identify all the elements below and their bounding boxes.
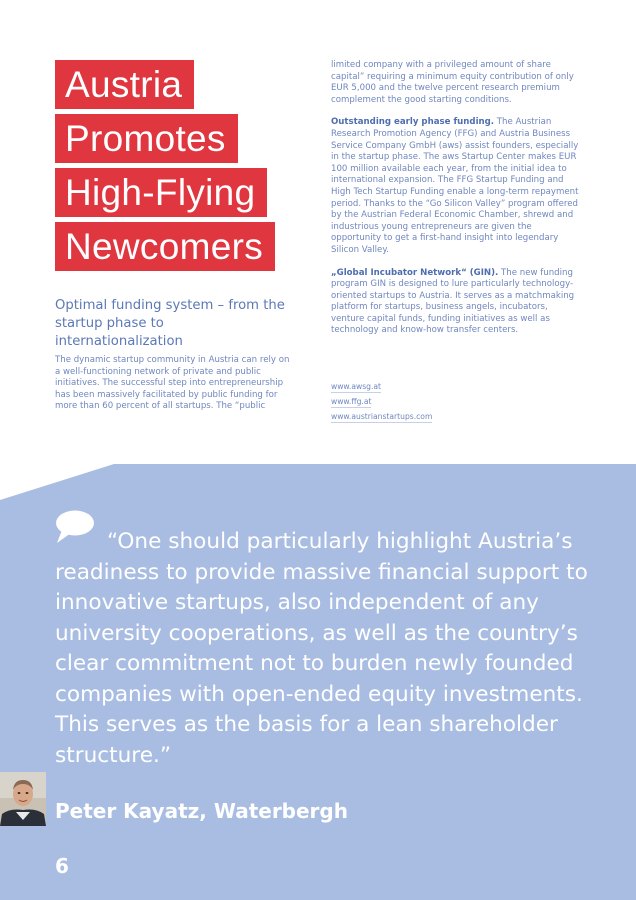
subtitle: Optimal funding system – from the startup phase to internationalization: [55, 298, 285, 349]
title-line-3: High-Flying: [55, 168, 267, 217]
right-column: [331, 60, 581, 348]
quote-text: “One should particularly highlight Austria’s readiness to provide massive financial support to innovative startups, also independent of any university cooperations, as well as the country’s clear commitment not to burden newly founded companies with open-ended equity investments. This serves as the basis for a lean shareholder structure.”: [55, 529, 588, 768]
avatar: [0, 772, 46, 826]
title-line-2: Promotes: [55, 114, 238, 163]
quote-author: Peter Kayatz, Waterbergh: [55, 799, 348, 823]
title-block: [55, 60, 275, 276]
title-line-1: Austria: [55, 60, 194, 109]
section-early-funding: [331, 117, 581, 256]
section-body: The Austrian Research Promotion Agency (FFG) and Austria Business Service Company GmbH (aws) assist founders, especially in the startup phase. The aws Startup Center makes EUR 100 million available each year, from the initial idea to international expansion. The FFG Startup Funding and High Tech Startup Funding enable a long-term repayment period. Thanks to the “Go Silicon Valley” program offered by the Austrian Federal Economic Chamber, shrewd and industrious young entrepreneurs are given the opportunity to get a first-hand insight into legendary Silicon Valley.: [331, 117, 579, 255]
section-gin: [331, 268, 581, 338]
link-austrianstartups[interactable]: www.austrianstartups.com: [331, 412, 433, 421]
intro-paragraph: The dynamic startup community in Austria can rely on a well-functioning network of private and public initiatives. The successful step into entrepreneurship has been massively facilitated by public funding for more than 60 percent of all startups. The “public: [55, 355, 290, 412]
title-line-4: Newcomers: [55, 222, 275, 271]
section-heading: Outstanding early phase funding.: [331, 117, 495, 128]
section-heading: „Global Incubator Network“ (GIN).: [331, 267, 499, 278]
link-ffg[interactable]: www.ffg.at: [331, 397, 372, 406]
section-body: The new funding program GIN is designed to lure particularly technology-oriented startups to Austria. It serves as a matchmaking platform for startups, business angels, incubators, venture capital funds, funding initiatives as well as technology and know-how transfer centers.: [331, 267, 575, 336]
pull-quote: [55, 527, 595, 771]
link-list: [331, 381, 432, 426]
link-awsg[interactable]: www.awsg.at: [331, 382, 382, 391]
page-number: 6: [55, 854, 69, 878]
continuation-paragraph: limited company with a privileged amount of share capital” requiring a minimum equity contribution of only EUR 5,000 and the twelve percent research premium complement the good starting conditions.: [331, 60, 574, 105]
